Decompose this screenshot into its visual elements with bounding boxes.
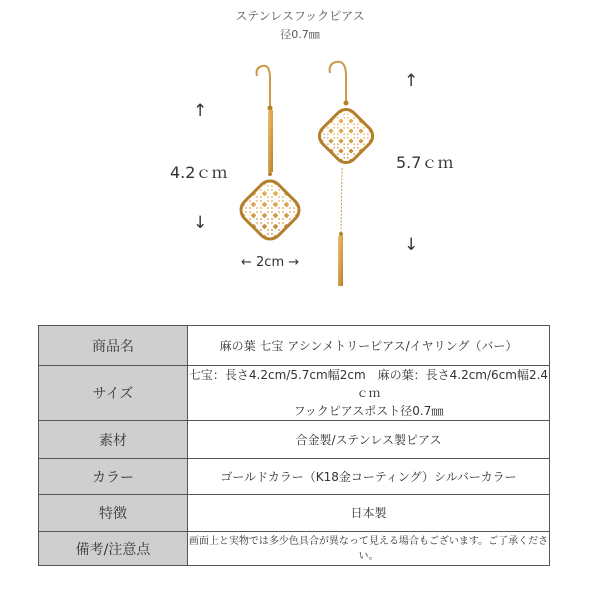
spec-value: ゴールドカラー（K18金コーティング）シルバーカラー bbox=[188, 459, 550, 495]
spec-table bbox=[38, 325, 550, 566]
right-arrow-down-icon: ↓ bbox=[404, 235, 419, 255]
left-arrow-down-icon: ↓ bbox=[193, 213, 208, 233]
spec-label: 商品名 bbox=[39, 326, 188, 366]
hook-title: ステンレスフックピアス bbox=[235, 9, 365, 23]
spec-row-material bbox=[39, 421, 550, 459]
spec-value-line: フックピアスポスト径0.7㎜ bbox=[293, 404, 444, 418]
right-chain bbox=[341, 168, 342, 232]
right-hook bbox=[330, 62, 346, 104]
left-hook bbox=[257, 66, 270, 110]
spec-row-notes bbox=[39, 532, 550, 566]
spec-label: 特徴 bbox=[39, 495, 188, 532]
spec-row-feature bbox=[39, 495, 550, 532]
spec-value: 画面上と実物では多少色具合が異なって見える場合もございます。ご了承ください。 bbox=[188, 532, 550, 566]
spec-row-name bbox=[39, 326, 550, 366]
spec-label: カラー bbox=[39, 459, 188, 495]
spec-value-line: 七宝：長さ4.2cm/5.7cm幅2cm 麻の葉：長さ4.2cm/6cm幅2.4ｃｍ bbox=[188, 368, 549, 400]
shippo-charm-left bbox=[226, 166, 314, 254]
left-bar bbox=[268, 110, 273, 172]
spec-value bbox=[188, 366, 550, 421]
shippo-charm-right bbox=[306, 96, 386, 176]
left-height-label: 4.2ｃｍ bbox=[170, 163, 228, 182]
spec-row-color bbox=[39, 459, 550, 495]
hook-diameter: 径0.7㎜ bbox=[280, 28, 320, 41]
width-label: ← 2cm → bbox=[241, 255, 300, 270]
right-bar bbox=[338, 236, 343, 286]
spec-row-size bbox=[39, 366, 550, 421]
spec-label: 素材 bbox=[39, 421, 188, 459]
spec-label: 備考/注意点 bbox=[39, 532, 188, 566]
left-earring bbox=[226, 66, 314, 254]
spec-label: サイズ bbox=[39, 366, 188, 421]
spec-value: 麻の葉 七宝 アシンメトリーピアス/イヤリング（バー） bbox=[188, 326, 550, 366]
right-height-label: 5.7ｃｍ bbox=[396, 153, 454, 172]
spec-value: 合金製/ステンレス製ピアス bbox=[188, 421, 550, 459]
spec-value: 日本製 bbox=[188, 495, 550, 532]
right-arrow-up-icon: ↑ bbox=[404, 71, 419, 91]
right-earring bbox=[306, 62, 386, 286]
left-arrow-up-icon: ↑ bbox=[193, 101, 208, 121]
